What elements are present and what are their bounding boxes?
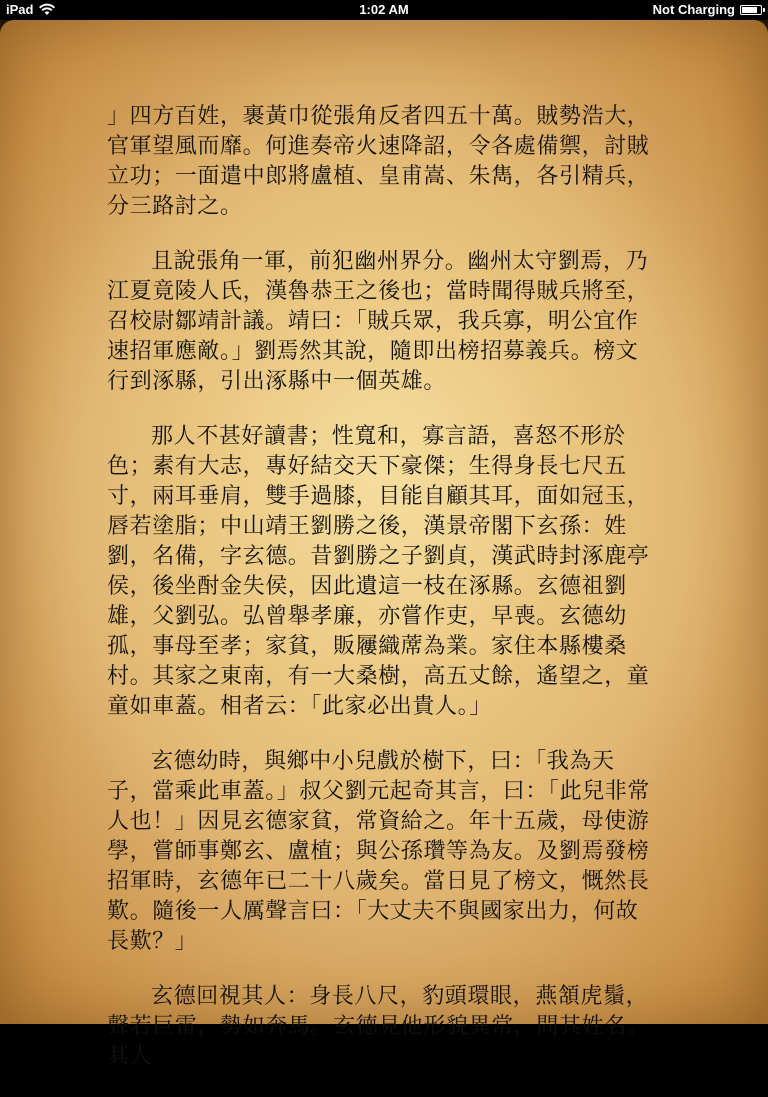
status-time: 1:02 AM — [359, 2, 409, 17]
page-text — [107, 102, 659, 1097]
paragraph: 玄德幼時，與鄉中小兒戲於樹下，曰：「我為天子，當乘此車蓋。」叔父劉元起奇其言，曰：「此兒非常人也！」因見玄德家貧，常資給之。年十五歲，母使游學，嘗師事鄭玄、盧植；與公孫瓚等為友。及劉焉發榜招軍時，玄德年已二十八歲矣。當日見了榜文，慨然長歎。隨後一人厲聲言曰：「大丈夫不與國家出力，何故長歎？」 — [107, 749, 651, 954]
status-right — [653, 2, 762, 17]
paragraph: 玄德回視其人：身長八尺，豹頭環眼，燕頷虎鬚，聲若巨雷，勢如奔馬。玄德見他形貌異常，問其姓名。其人 — [107, 984, 650, 1069]
device-name: iPad — [6, 2, 34, 17]
book-page[interactable] — [0, 20, 768, 1069]
paragraph: 那人不甚好讀書；性寬和，寡言語，喜怒不形於色；素有大志，專好結交天下豪傑；生得身長七尺五寸，兩耳垂肩，雙手過膝，目能自顧其耳，面如冠玉，唇若塗脂；中山靖王劉勝之後，漢景帝閣下玄孫：姓劉，名備，字玄德。昔劉勝之子劉貞，漢武時封涿鹿亭侯，後坐酎金失侯，因此遺這一枝在涿縣。玄德祖劉雄，父劉弘。弘曾舉孝廉，亦嘗作吏，早喪。玄德幼孤，事母至孝；家貧，販屨織蓆為業。家住本縣樓桑村。其家之東南，有一大桑樹，高五丈餘，遙望之，童童如車蓋。相者云：「此家必出貴人。」 — [107, 424, 650, 719]
charging-status: Not Charging — [652, 2, 735, 17]
battery-icon — [740, 5, 762, 15]
status-bar — [0, 0, 768, 20]
paragraph: 且說張角一軍，前犯幽州界分。幽州太守劉焉，乃江夏竟陵人氏，漢魯恭王之後也；當時聞得賊兵將至，召校尉鄒靖計議。靖曰：「賊兵眾，我兵寡，明公宜作速招軍應敵。」劉焉然其說，隨即出榜招募義兵。榜文行到涿縣，引出涿縣中一個英雄。 — [107, 249, 650, 394]
paragraph: 」四方百姓，裹黃巾從張角反者四五十萬。賊勢浩大，官軍望風而靡。何進奏帝火速降詔，令各處備禦，討賊立功；一面遣中郎將盧植、皇甫嵩、朱雋，各引精兵，分三路討之。 — [107, 104, 650, 219]
battery-level-fill — [742, 7, 757, 13]
